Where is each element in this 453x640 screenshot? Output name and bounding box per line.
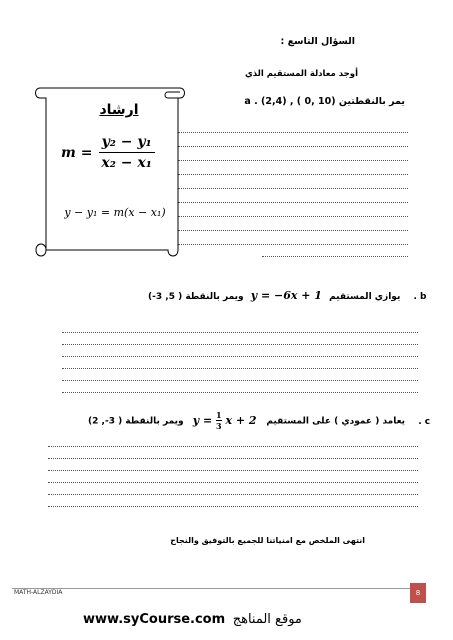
answer-line[interactable] — [178, 188, 408, 189]
question-c-equation — [192, 410, 261, 431]
hint-scroll — [28, 82, 188, 262]
answer-line[interactable] — [178, 174, 408, 175]
answer-line[interactable] — [48, 494, 418, 495]
slope-lhs: m = — [61, 144, 93, 161]
question-title: السؤال التاسع : — [280, 36, 355, 47]
footer-author: MATH-ALZAYDIA — [14, 589, 63, 596]
answer-line[interactable] — [62, 344, 418, 345]
answer-line[interactable] — [48, 458, 418, 459]
answer-line[interactable] — [62, 392, 418, 393]
answer-line[interactable] — [48, 506, 418, 507]
question-c — [88, 410, 430, 431]
question-b — [148, 289, 426, 302]
question-a-letter: a . — [244, 96, 258, 107]
question-b-letter: . b — [413, 292, 427, 302]
answer-line[interactable] — [178, 216, 408, 217]
answer-line[interactable] — [178, 132, 408, 133]
answer-line[interactable] — [262, 256, 408, 257]
site-url[interactable]: www.syCourse.com — [83, 612, 226, 627]
slope-fraction — [98, 134, 154, 171]
question-c-eq-num: 1 — [216, 410, 222, 420]
answer-line[interactable] — [62, 356, 418, 357]
question-intro: أوجد معادلة المستقيم الذي — [244, 69, 358, 79]
point-slope-formula: y − y₁ = m(x − x₁) — [64, 206, 166, 219]
question-c-suffix: ويمر بالنقطة ( 3-, 2) — [88, 416, 184, 427]
site-watermark[interactable] — [83, 612, 302, 627]
hint-title: ارشاد — [99, 102, 139, 118]
site-label: موقع المناهج — [232, 612, 302, 627]
answer-line[interactable] — [178, 244, 408, 245]
answer-line[interactable] — [48, 446, 418, 447]
slope-numerator: y₂ − y₁ — [99, 134, 155, 153]
slope-denominator: x₂ − x₁ — [101, 155, 152, 171]
answer-line[interactable] — [62, 368, 418, 369]
question-b-suffix: ويمر بالنقطة ( 5, 3-) — [148, 292, 244, 302]
question-b-equation: y = −6x + 1 — [250, 289, 322, 302]
question-b-prefix: يوازي المستقيم — [329, 292, 401, 302]
question-a — [238, 96, 405, 107]
question-c-eq-den: 3 — [216, 421, 222, 431]
answer-line[interactable] — [178, 230, 408, 231]
answer-line[interactable] — [62, 332, 418, 333]
answer-line[interactable] — [178, 160, 408, 161]
closing-note: انتهى الملخص مع امنياتنا للجميع بالتوفيق والنجاح — [170, 536, 365, 545]
answer-line[interactable] — [178, 202, 408, 203]
slope-formula — [61, 134, 171, 171]
answer-line[interactable] — [48, 482, 418, 483]
question-c-letter: . c — [418, 416, 431, 427]
footer-divider — [12, 588, 414, 589]
question-c-eq-rhs: x + 2 — [225, 413, 257, 427]
answer-line[interactable] — [48, 470, 418, 471]
page-number: 8 — [410, 583, 426, 603]
question-c-eq-lhs: y = — [192, 413, 213, 427]
answer-line[interactable] — [62, 380, 418, 381]
question-c-eq-fraction — [216, 410, 222, 431]
question-c-prefix: يعامد ( عمودي ) على المستقيم — [266, 416, 406, 427]
answer-line[interactable] — [178, 146, 408, 147]
question-a-text: يمر بالنقطتين (10 ,0 ) , (2,4) — [261, 96, 405, 107]
